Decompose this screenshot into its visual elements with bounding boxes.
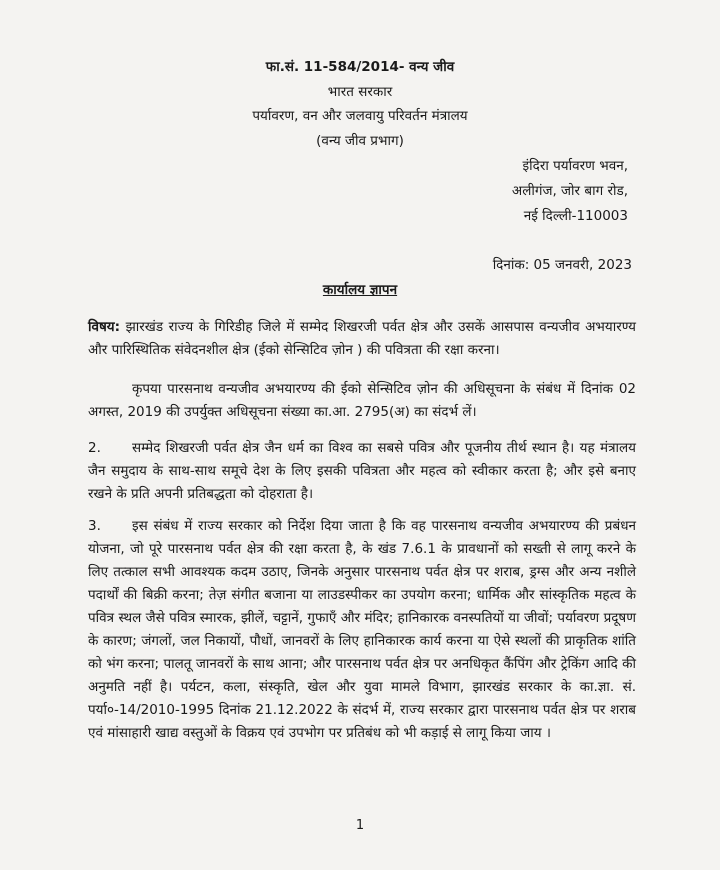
subject-text: झारखंड राज्य के गिरिडीह जिले में सम्मेद शिखरजी पर्वत क्षेत्र और उसकें आसपास वन्यजीव अभयारण्य और पारिस्थितिक संवेदनशील क्षेत्र (ईको सेन्सिटिव ज़ोन ) की पवित्रता की रक्षा करना। xyxy=(88,319,636,358)
paragraph-3 xyxy=(88,515,636,745)
address-line-3: नई दिल्ली-110003 xyxy=(523,208,628,224)
paragraph-2-text: सम्मेद शिखरजी पर्वत क्षेत्र जैन धर्म का विश्व का सबसे पवित्र और पूजनीय तीर्थ स्थान है। यह मंत्रालय जैन समुदाय के साथ-साथ समूचे देश के लिए इसकी पवित्रता और महत्व को स्वीकार करता है; और इसे बनाए रखने के प्रति अपनी प्रतिबद्धता को दोहराता है। xyxy=(88,440,636,502)
document-title-text: कार्यालय ज्ञापन xyxy=(322,282,398,298)
paragraph-3-number: 3. xyxy=(88,518,101,534)
paragraph-1-text: कृपया पारसनाथ वन्यजीव अभयारण्य की ईको सेन्सिटिव ज़ोन की अधिसूचना के संबंध में दिनांक 02 अगस्त, 2019 की उपर्युक्त अधिसूचना संख्या का.आ. 2795(अ) का संदर्भ लें। xyxy=(88,381,636,420)
ministry-name: पर्यावरण, वन और जलवायु परिवर्तन मंत्रालय xyxy=(252,108,468,124)
page-number: 1 xyxy=(355,818,365,833)
subject-label: विषय: xyxy=(88,319,121,335)
address-line-2: अलीगंज, जोर बाग रोड, xyxy=(511,183,628,199)
document-date: दिनांक: 05 जनवरी, 2023 xyxy=(492,257,632,273)
paragraph-2 xyxy=(88,437,636,506)
government-name: भारत सरकार xyxy=(327,84,393,100)
paragraph-2-number: 2. xyxy=(88,440,101,456)
paragraph-1 xyxy=(88,378,636,424)
document-title xyxy=(0,280,720,300)
address-line-1: इंदिरा पर्यावरण भवन, xyxy=(522,158,628,174)
subject-paragraph xyxy=(88,316,636,362)
file-number: फा.सं. 11-584/2014- वन्य जीव xyxy=(265,59,455,75)
paragraph-3-text: इस संबंध में राज्य सरकार को निर्देश दिया जाता है कि वह पारसनाथ वन्यजीव अभयारण्य की प्रबंधन योजना, जो पूरे पारसनाथ पर्वत क्षेत्र की रक्षा करता है, के खंड 7.6.1 के प्रावधानों को सख्ती से लागू करने के लिए तत्काल सभी आवश्यक कदम उठाए, जिनके अनुसार पारसनाथ पर्वत क्षेत्र पर शराब, ड्रग्स और अन्य नशीले पदार्थों की बिक्री करना; तेज़ संगीत बजाना या लाउडस्पीकर का उपयोग करना; धार्मिक और सांस्कृतिक महत्व के पवित्र स्थल जैसे पवित्र स्मारक, झीलें, चट्टानें, गुफाएँ और मंदिर; हानिकारक वनस्पतियों या जीवों; पर्यावरण प्रदूषण के कारण; जंगलों, जल निकायों, पौधों, जानवरों के लिए हानिकारक कार्य करना या ऐसे स्थलों की प्राकृतिक शांति को भंग करना; पालतू जानवरों के साथ आना; और पारसनाथ पर्वत क्षेत्र पर अनधिकृत कैंपिंग और ट्रेकिंग आदि की अनुमति नहीं है। पर्यटन, कला, संस्कृति, खेल और युवा मामले विभाग, झारखंड सरकार के का.ज्ञा. सं. पर्या०-14/2010-1995 दिनांक 21.12.2022 के संदर्भ में, राज्य सरकार द्वारा पारसनाथ पर्वत क्षेत्र पर शराब एवं मांसाहारी खाद्य वस्तुओं के विक्रय एवं उपभोग पर प्रतिबंध को भी कड़ाई से लागू किया जाय । xyxy=(88,518,636,741)
division-name: (वन्य जीव प्रभाग) xyxy=(316,133,404,149)
